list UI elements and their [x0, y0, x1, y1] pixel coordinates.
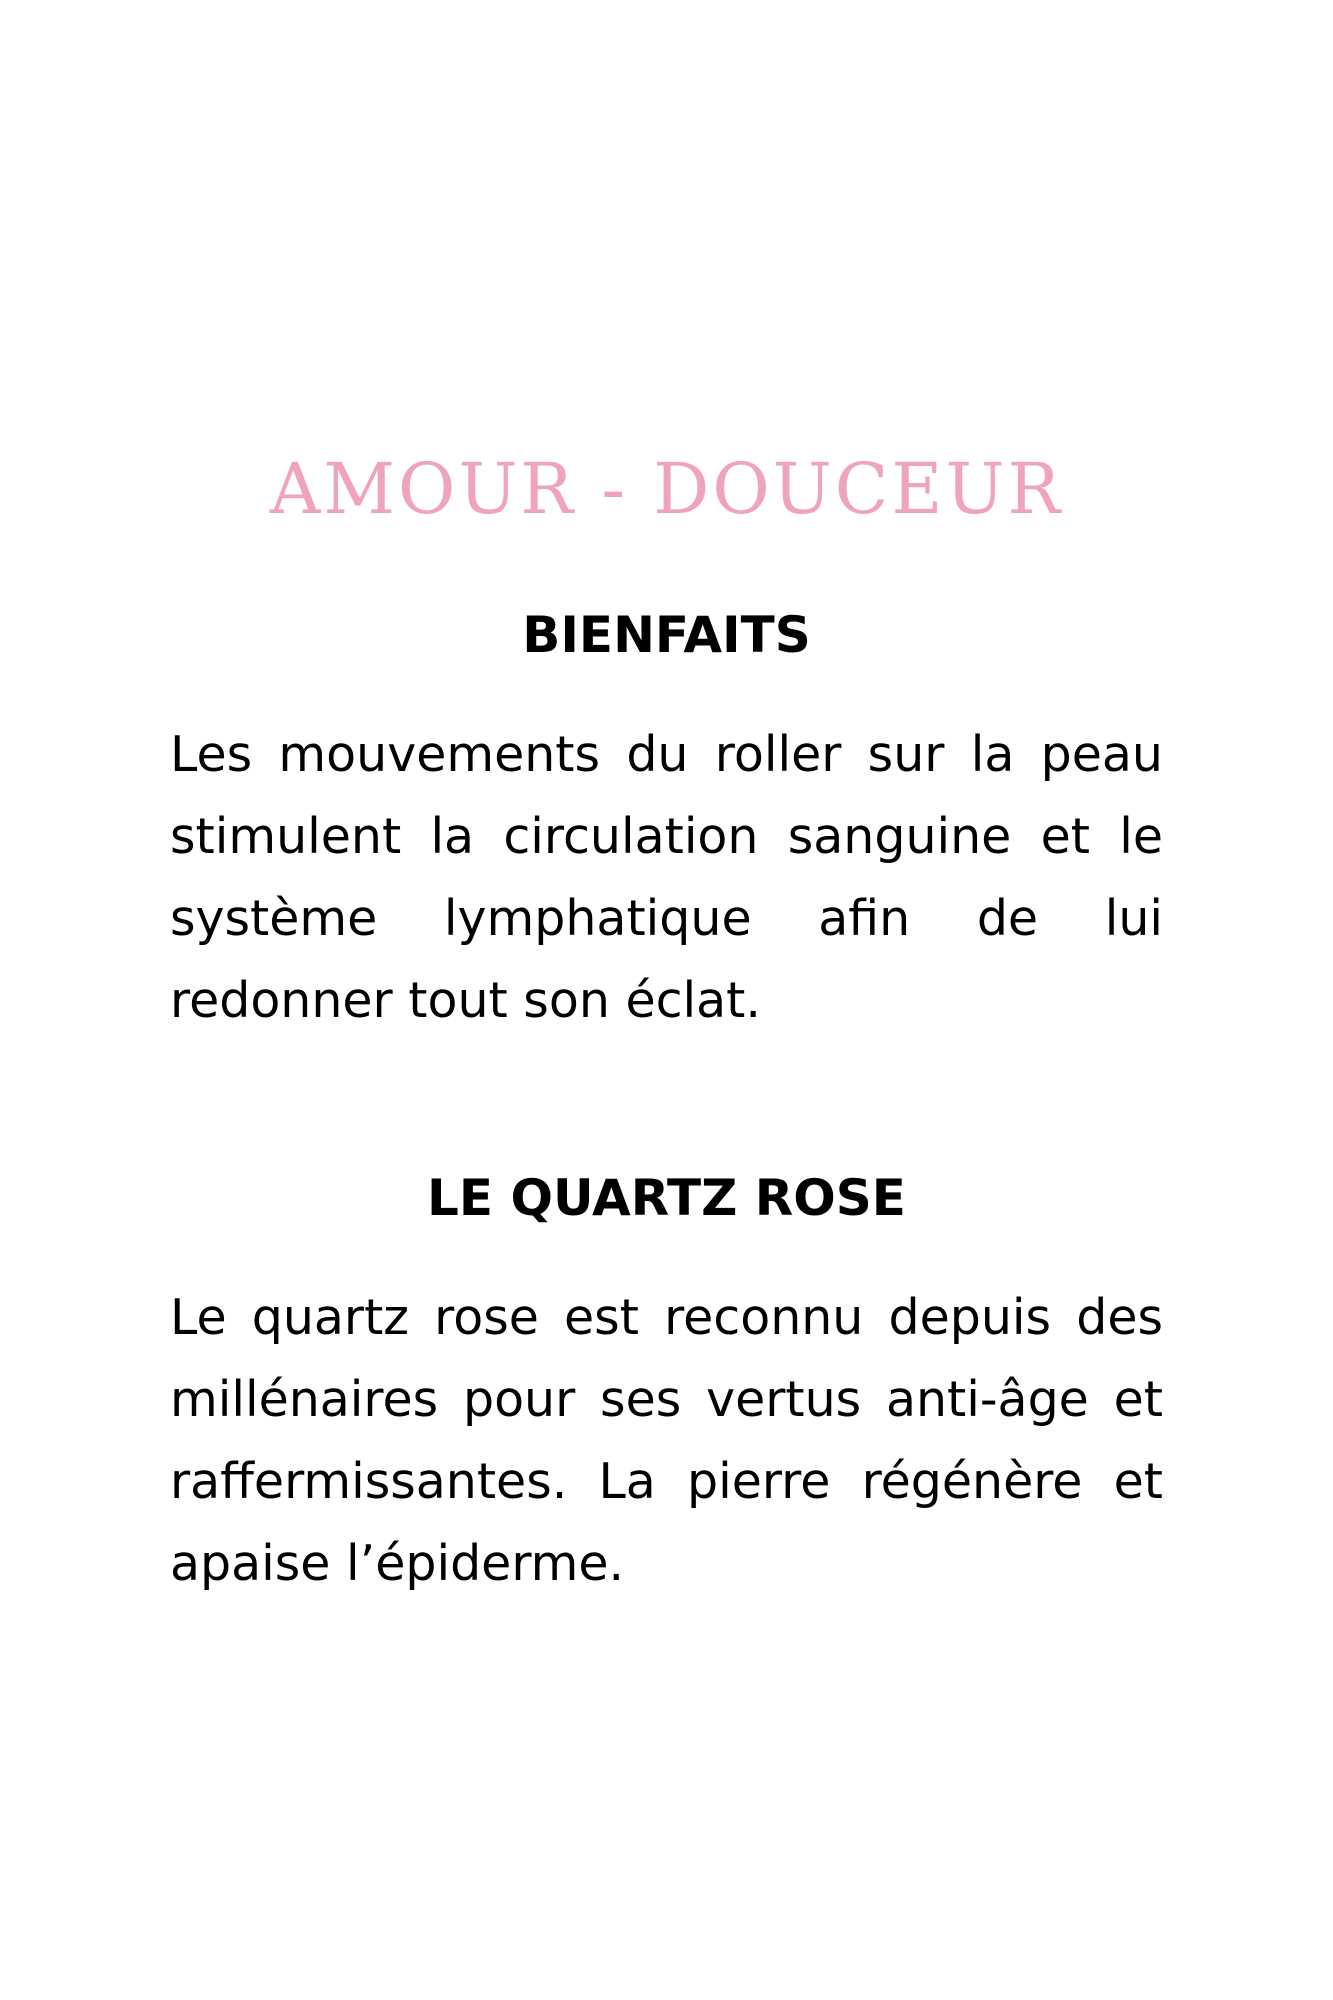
- section-body-rose-quartz: Le quartz rose est reconnu depuis des millénaires pour ses vertus anti-âge et raffermissantes. La pierre régénère et apaise l’épiderme.: [170, 1289, 1163, 1592]
- section-heading-benefits: BIENFAITS: [522, 606, 811, 664]
- section-body-benefits: Les mouvements du roller sur la peau stimulent la circulation sanguine et le système lymphatique afin de lui redonner tout son éclat.: [170, 726, 1163, 1029]
- page-title: AMOUR - DOUCEUR: [269, 447, 1064, 530]
- section-heading-rose-quartz: LE QUARTZ ROSE: [427, 1169, 906, 1227]
